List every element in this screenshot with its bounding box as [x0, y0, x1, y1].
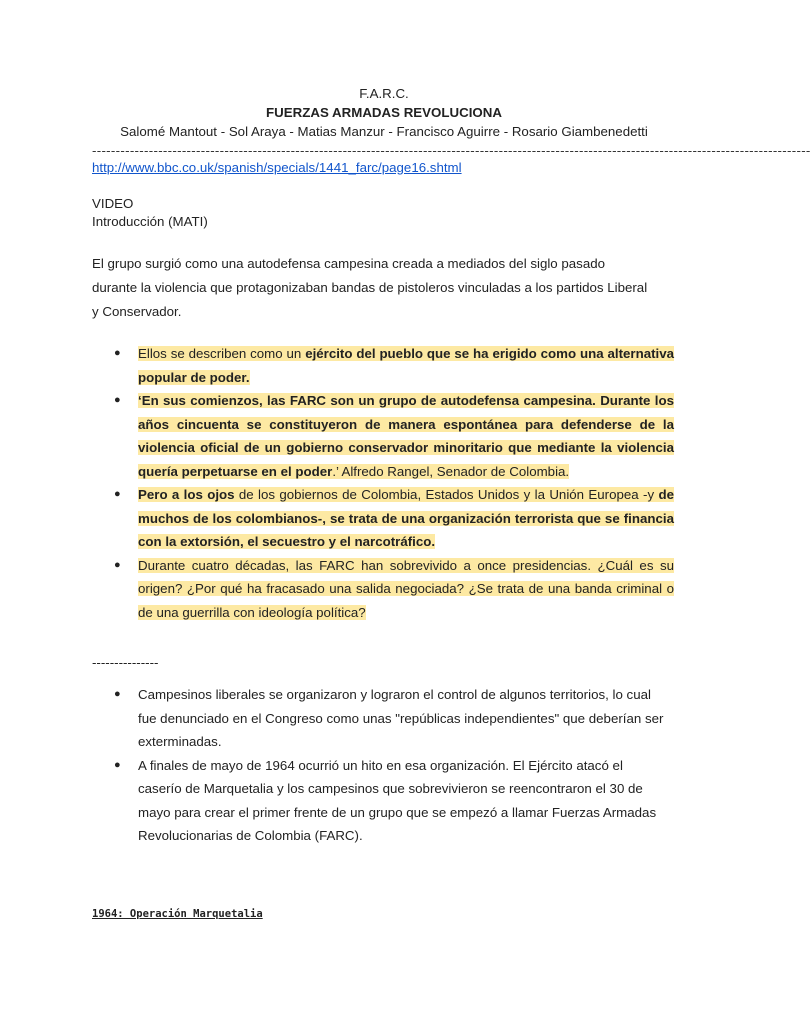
bullet-icon: ● [114, 758, 121, 771]
list-item [92, 554, 674, 625]
bullet-text: Ellos se describen como un [138, 346, 306, 361]
list-item [92, 683, 674, 754]
doc-acronym: F.A.R.C. [359, 86, 409, 101]
bullet-icon: ● [114, 394, 121, 406]
list-item [92, 389, 674, 483]
bullet-icon: ● [114, 688, 121, 700]
separator-line: --------------- [92, 655, 159, 670]
bullet-text: Durante cuatro décadas, las FARC han sobrevivido a once presidencias. ¿Cuál es su origen? ¿Por qué ha fracasado una salida negociada? ¿Se trata de una banda criminal o de una guerrilla con ideología política? [138, 557, 674, 620]
section-heading: 1964: Operación Marquetalia [92, 908, 263, 920]
bullet-text: .’ Alfredo Rangel, Senador de Colombia. [332, 463, 570, 479]
video-label: VIDEO [92, 196, 134, 211]
highlighted-bullet-list [92, 342, 674, 624]
bullet-bold-text: de muchos de los colombianos-, se trata de una organización terrorista que se financia con la extorsión, el secuestro y el narcotráfico. [138, 487, 674, 549]
bullet-text: de los gobiernos de Colombia, Estados Unidos y la Unión Europea -y [234, 487, 659, 502]
list-item [92, 483, 674, 554]
bullet-text: Campesinos liberales se organizaron y lograron el control de algunos territorios, lo cual fue denunciado en el Congreso como unas "repúblicas independientes" que deberían ser exterminadas. [138, 687, 664, 749]
bullet-icon: ● [114, 347, 121, 359]
bullet-bold-text: Pero a los ojos [138, 487, 235, 502]
plain-bullet-list [92, 683, 674, 848]
doc-title: FUERZAS ARMADAS REVOLUCIONA [266, 105, 502, 120]
bullet-icon: ● [114, 488, 121, 500]
bullet-icon: ● [114, 558, 121, 571]
bullet-text: A finales de mayo de 1964 ocurrió un hito en esa organización. El Ejército atacó el caserío de Marquetalia y los campesinos que sobrevivieron se reencontraron el 30 de mayo para crear el primer frente de un grupo que se empezó a llamar Fuerzas Armadas Revolucionarias de Colombia (FARC). [138, 757, 657, 843]
list-item [92, 754, 674, 848]
intro-paragraph: El grupo surgió como una autodefensa campesina creada a mediados del siglo pasado durante la violencia que protagonizaban bandas de pistoleros vinculadas a los partidos Liberal y Conservador. [92, 256, 648, 319]
intro-label: Introducción (MATI) [92, 214, 208, 229]
bullet-bold-text: ‘En sus comienzos, las FARC son un grupo de autodefensa campesina. Durante los años cincuenta se constituyeron de manera espontánea para defenderse de la violencia oficial de un gobierno conservador minoritario que mediante la violencia quería perpetuarse en el poder [138, 393, 674, 479]
dashed-rule: -------------------------------------------------------------------------------------------------------------------------------------------------------- [92, 143, 811, 158]
list-item [92, 342, 674, 389]
bbc-source-link[interactable]: http://www.bbc.co.uk/spanish/specials/1441_farc/page16.shtml [92, 160, 462, 175]
bullet-bold-text: ejército del pueblo que se ha erigido como una alternativa popular de poder. [138, 346, 675, 385]
doc-authors: Salomé Mantout - Sol Araya - Matias Manzur - Francisco Aguirre - Rosario Giambenedetti [120, 124, 648, 139]
